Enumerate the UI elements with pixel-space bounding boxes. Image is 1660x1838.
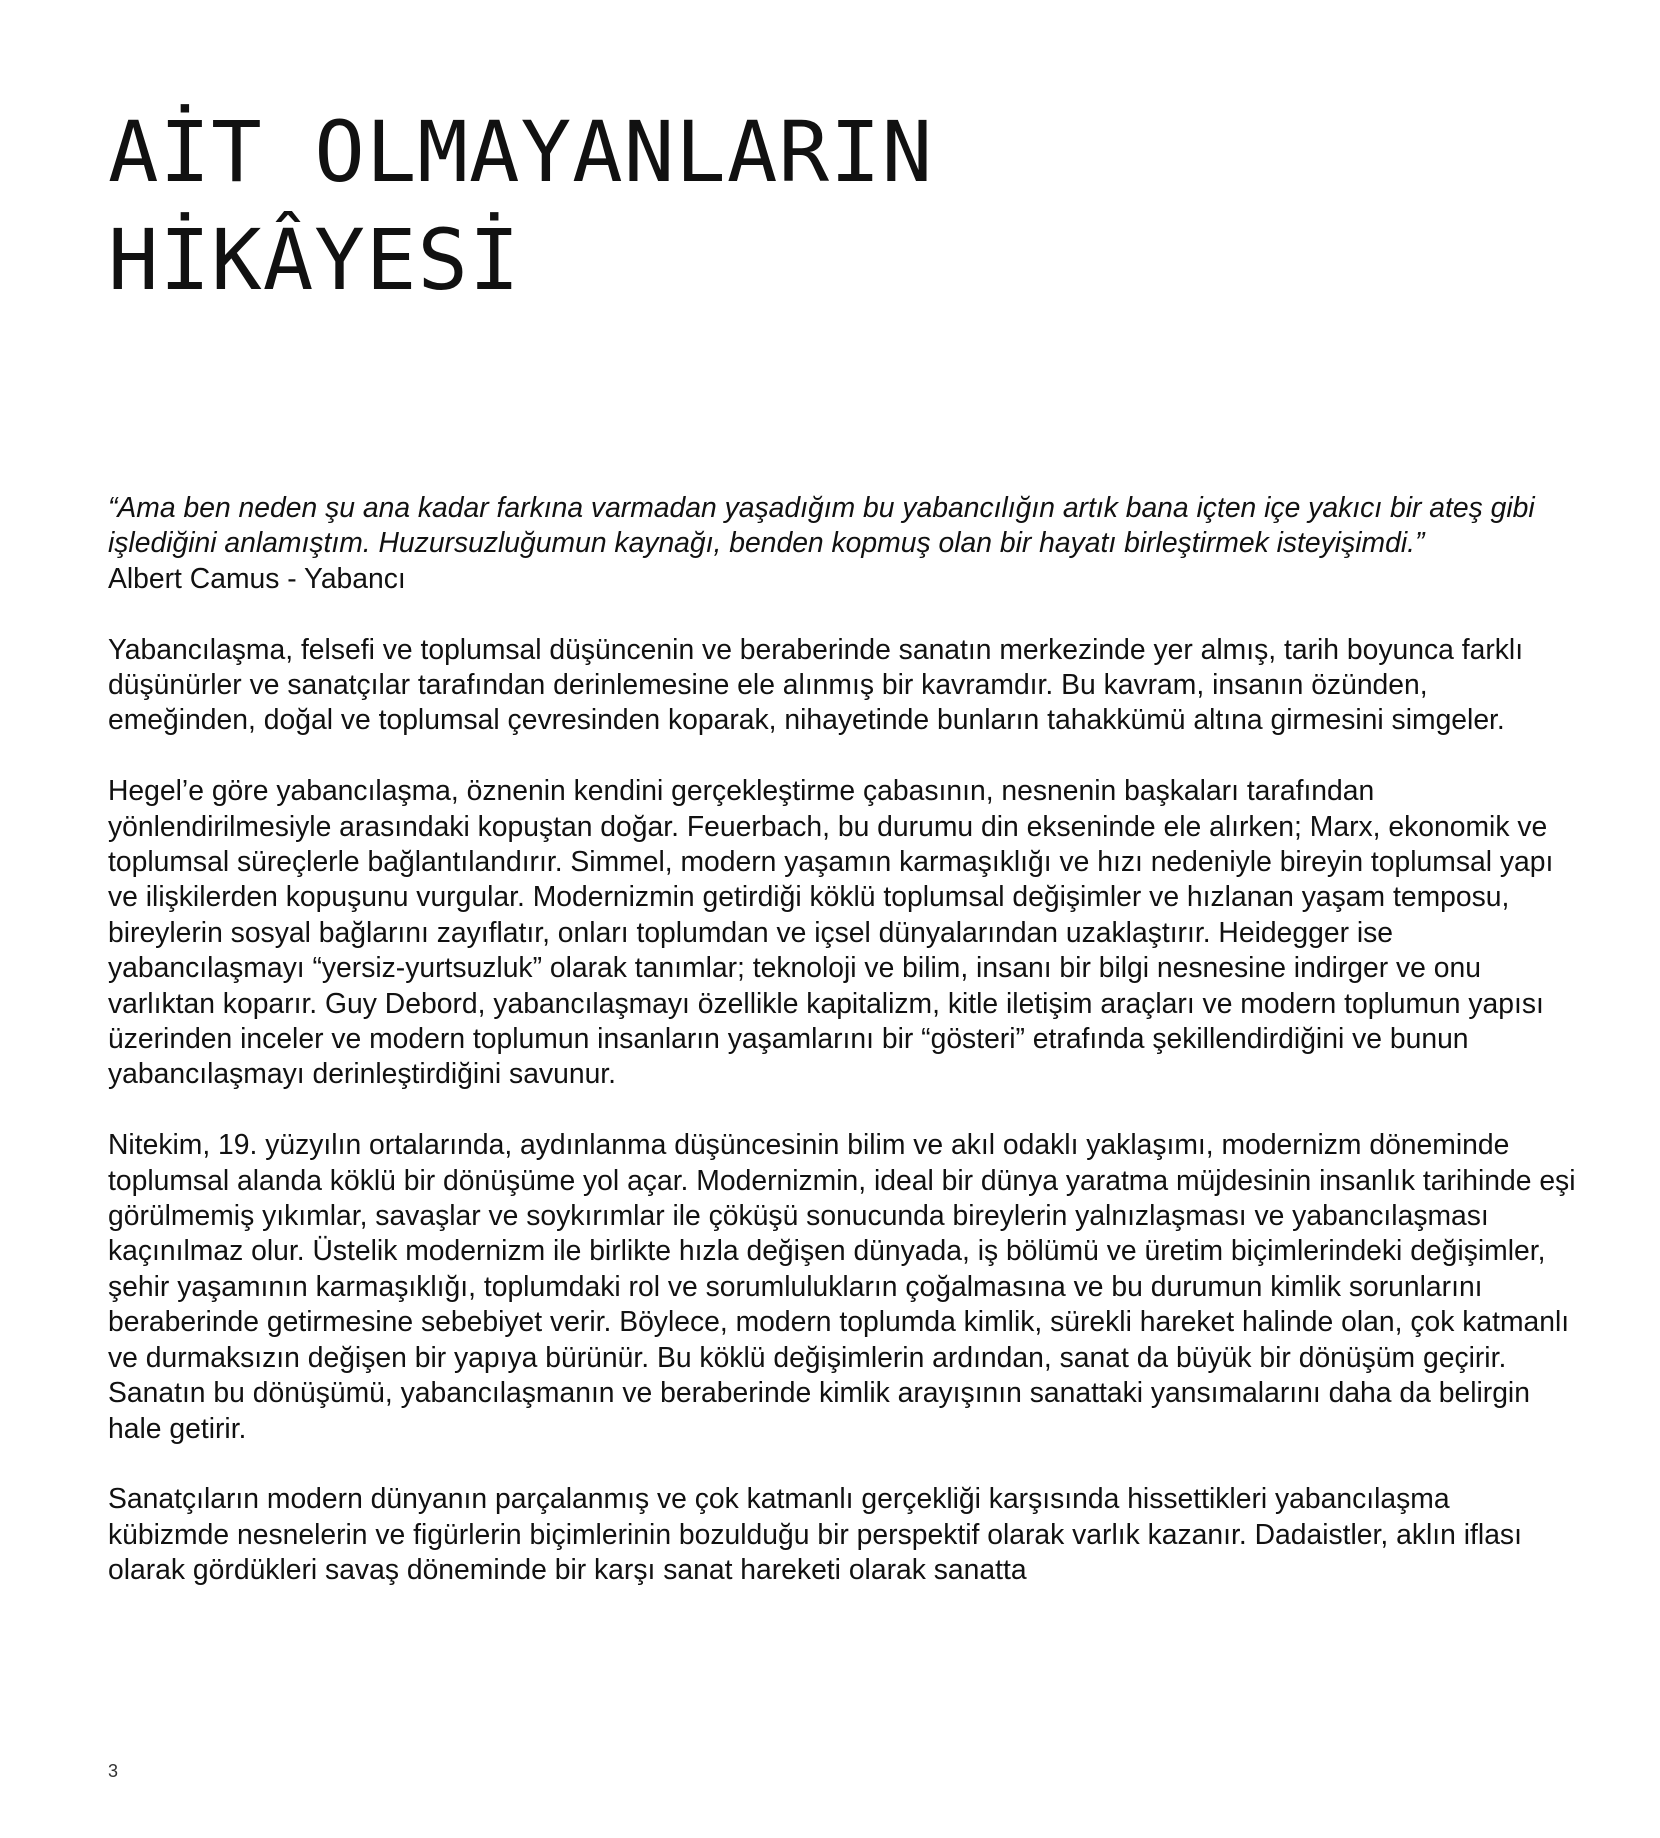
epigraph-attribution: Albert Camus - Yabancı (108, 561, 406, 594)
title-line-1: AİT OLMAYANLARIN (108, 103, 934, 201)
paragraph: Hegel’e göre yabancılaşma, öznenin kendini gerçekleştirme çabasının, nesnenin başkaları tarafından yönlendirilmesiyle arasındaki kopuştan doğar. Feuerbach, bu durumu din ekseninde ele alırken; Marx, ekonomik ve toplumsal süreçlerle bağlantılandırır. Simmel, modern yaşamın karmaşıklığı ve hızı nedeniyle bireyin toplumsal yapı ve ilişkilerden kopuşunu vurgular. Modernizmin getirdiği köklü toplumsal değişimler ve hızlanan yaşam temposu, bireylerin sosyal bağlarını zayıflatır, onları toplumdan ve içsel dünyalarından uzaklaştırır. Heidegger ise yabancılaşmayı “yersiz-yurtsuzluk” olarak tanımlar; teknoloji ve bilim, insanı bir bilgi nesnesine indirger ve onu varlıktan koparır. Guy Debord, yabancılaşmayı özellikle kapitalizm, kitle iletişim araçları ve modern toplumun yapısı üzerinden inceler ve modern toplumun insanların yaşamlarını bir “gösteri” etrafında şekillendirdiğini ve bunun yabancılaşmayı derinleştirdiğini savunur. (108, 774, 1554, 1090)
title-line-2: HİKÂYESİ (108, 211, 521, 309)
page-number: 3 (108, 1761, 119, 1781)
page-title (108, 98, 1408, 314)
paragraph: Sanatçıların modern dünyanın parçalanmış ve çok katmanlı gerçekliği karşısında hissettikleri yabancılaşma kübizmde nesnelerin ve figürlerin biçimlerinin bozulduğu bir perspektif olarak varlık kazanır. Dadaistler, aklın iflası olarak gördükleri savaş döneminde bir karşı sanat hareketi olarak sanatta (108, 1482, 1522, 1586)
epigraph-quote: “Ama ben neden şu ana kadar farkına varmadan yaşadığım bu yabancılığın artık bana içten içe yakıcı bir ateş gibi işlediğini anlamıştım. Huzursuzluğumun kaynağı, benden kopmuş olan bir hayatı birleştirmek isteyişimdi.” (108, 491, 1535, 559)
paragraph: Yabancılaşma, felsefi ve toplumsal düşüncenin ve beraberinde sanatın merkezinde yer almış, tarih boyunca farklı düşünürler ve sanatçılar tarafından derinlemesine ele alınmış bir kavramdır. Bu kavram, insanın özünden, emeğinden, doğal ve toplumsal çevresinden koparak, nihayetinde bunların tahakkümü altına girmesini simgeler. (108, 632, 1524, 736)
paragraph: Nitekim, 19. yüzyılın ortalarında, aydınlanma düşüncesinin bilim ve akıl odaklı yaklaşımı, modernizm döneminde toplumsal alanda köklü bir dönüşüme yol açar. Modernizmin, ideal bir dünya yaratma müjdesinin insanlık tarihinde eşi görülmemiş yıkımlar, savaşlar ve soykırımlar ile çöküşü sonucunda bireylerin yalnızlaşması ve yabancılaşması kaçınılmaz olur. Üstelik modernizm ile birlikte hızla değişen dünyada, iş bölümü ve üretim biçimlerindeki değişimler, şehir yaşamının karmaşıklığı, toplumdaki rol ve sorumlulukların çoğalmasına ve bu durumun kimlik sorunlarını beraberinde getirmesine sebebiyet verir. Böylece, modern toplumda kimlik, sürekli hareket halinde olan, çok katmanlı ve durmaksızın değişen bir yapıya bürünür. Bu köklü değişimlerin ardından, sanat da büyük bir dönüşüm geçirir. Sanatın bu dönüşümü, yabancılaşmanın ve beraberinde kimlik arayışının sanattaki yansımalarını daha da belirgin hale getirir. (108, 1128, 1576, 1444)
body-text (108, 490, 1578, 1623)
